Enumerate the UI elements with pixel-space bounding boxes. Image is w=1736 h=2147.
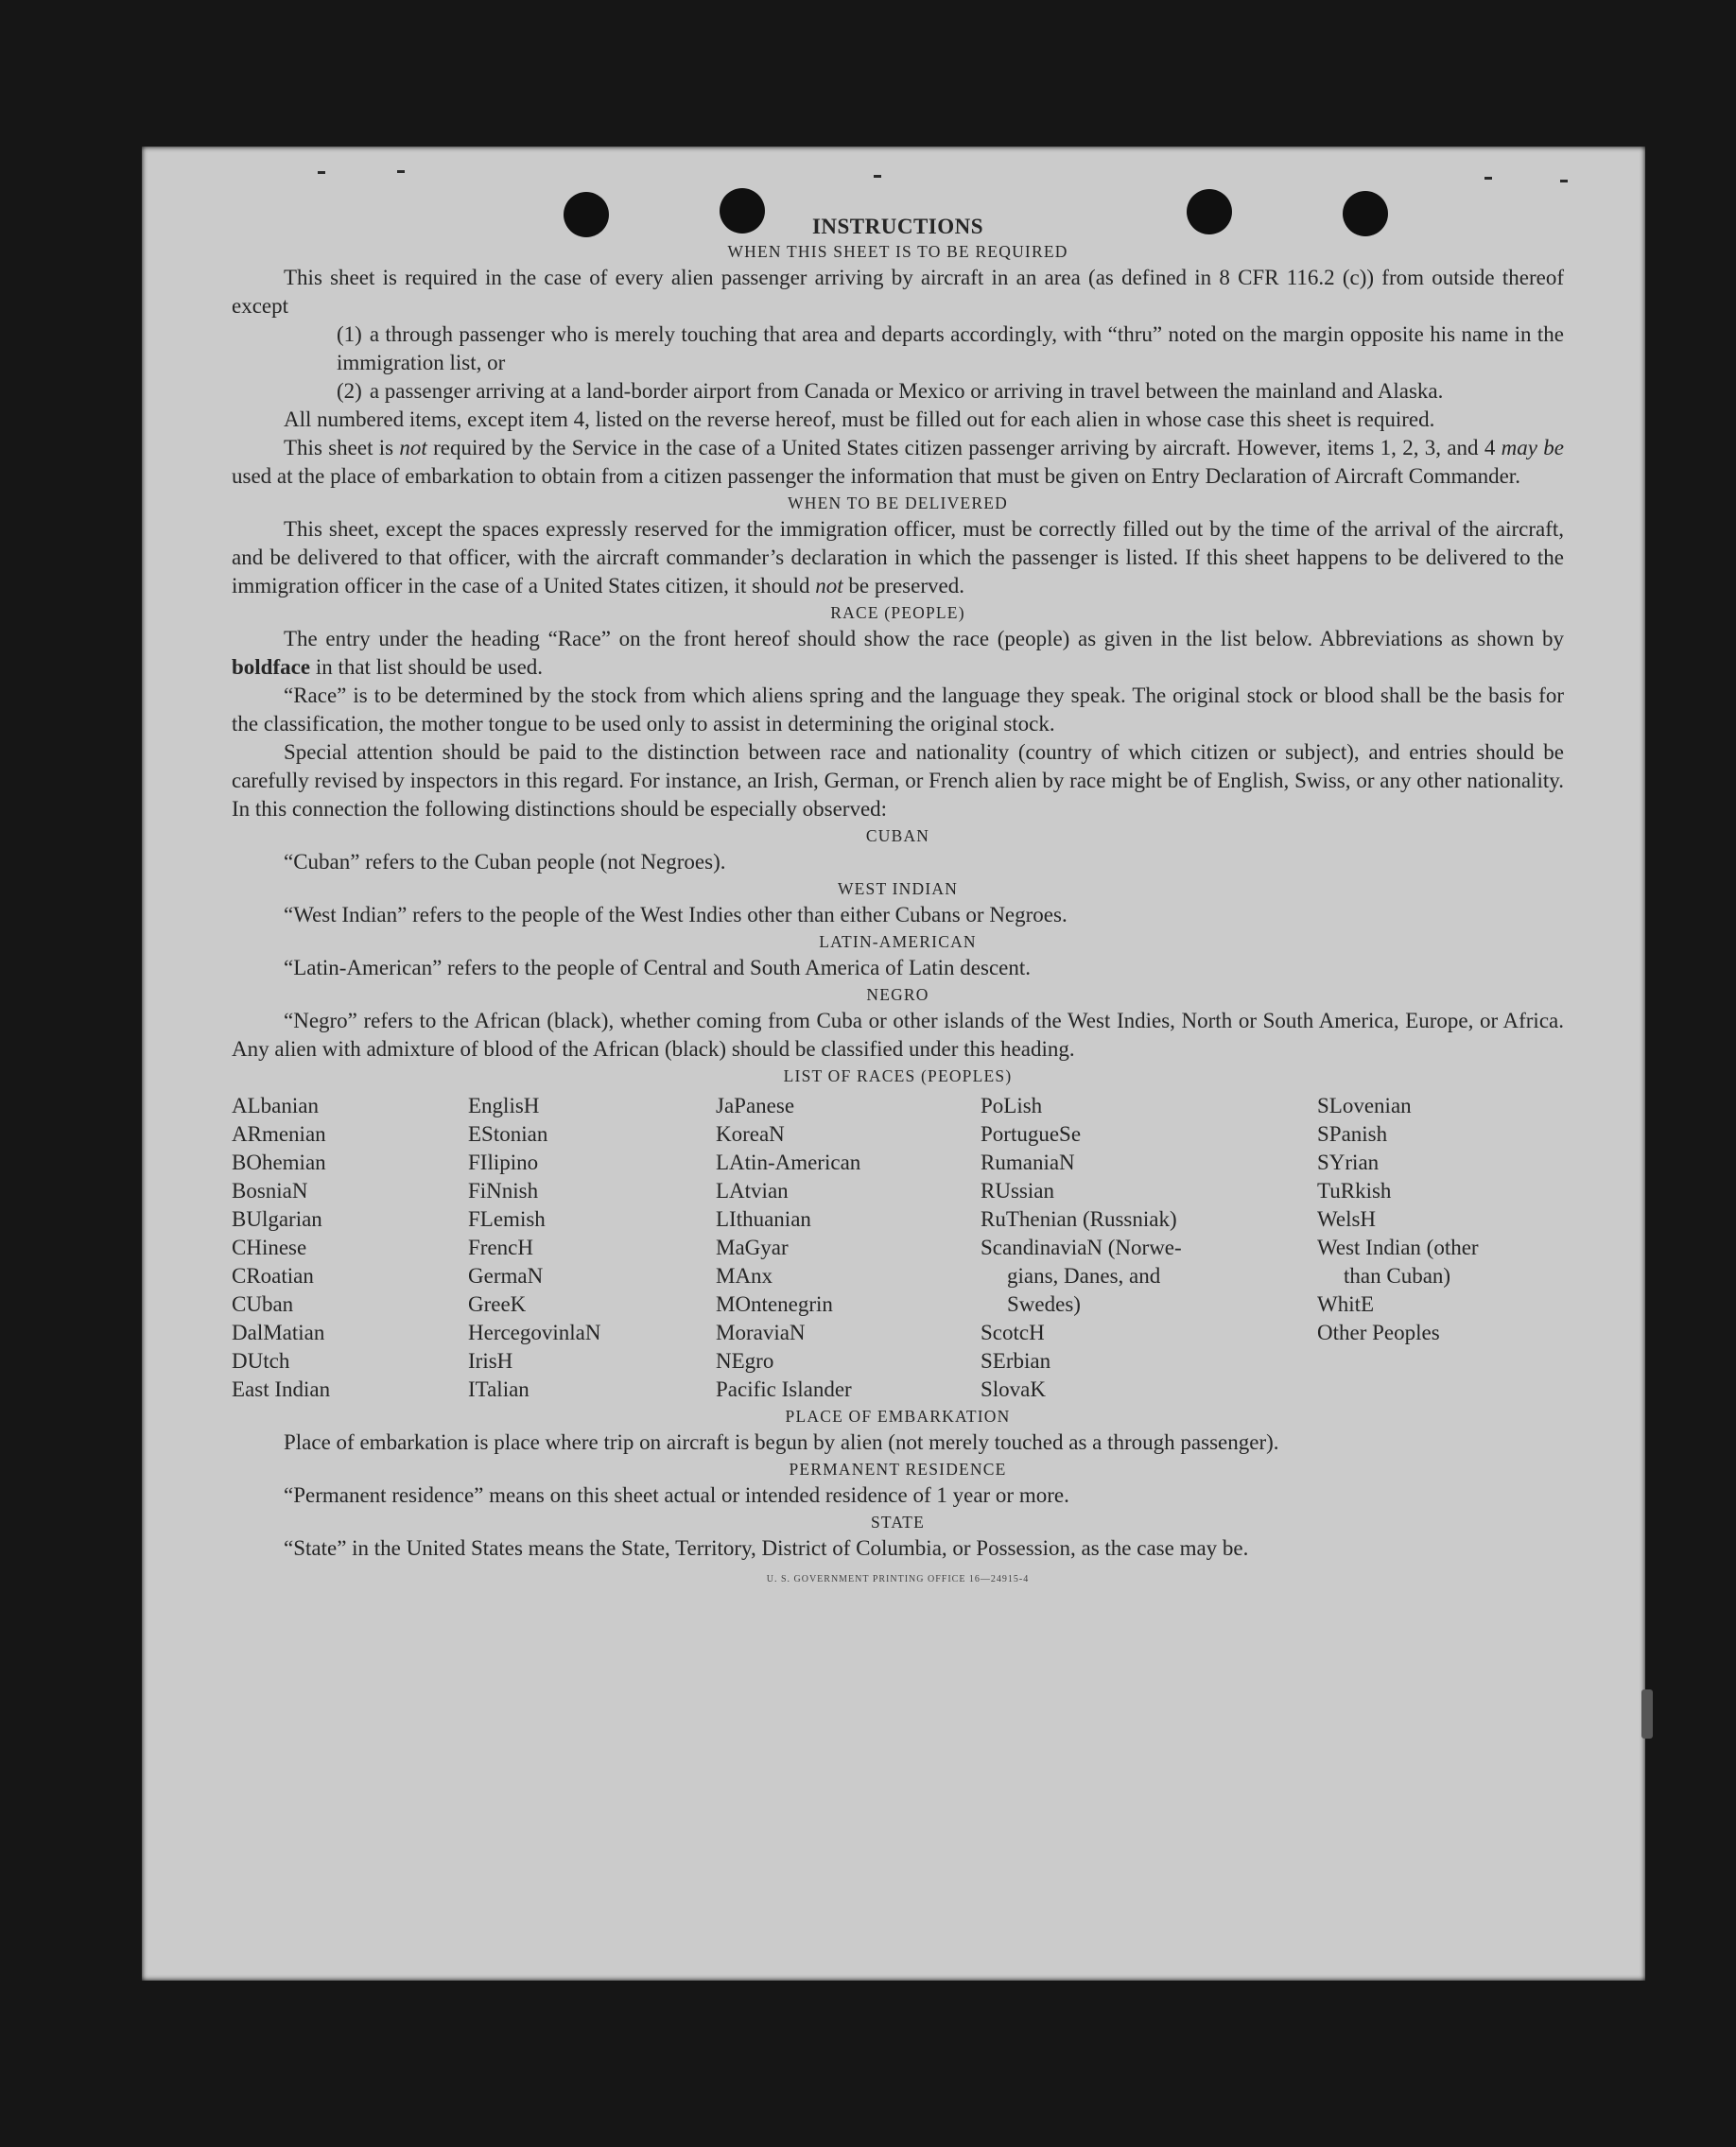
paragraph: Place of embarkation is place where trip on aircraft is begun by alien (not merely touched as a through passenger). [284, 1430, 1279, 1454]
race-item: GreeK [468, 1292, 527, 1316]
speck [874, 175, 881, 178]
race-item: FrencH [468, 1236, 533, 1259]
race-item: JaPanese [716, 1094, 795, 1117]
race-item: SLovenian [1317, 1094, 1412, 1117]
race-item: GermaN [468, 1264, 544, 1288]
item-text: a through passenger who is merely touching that area and departs accordingly, with “thru” noted on the margin opposite his name in the immigration list, or [337, 322, 1564, 374]
races-column [981, 1092, 1317, 1404]
race-item: Other Peoples [1317, 1321, 1440, 1344]
heading-latin-american: LATIN-AMERICAN [819, 932, 977, 951]
race-item: MAnx [716, 1264, 773, 1288]
races-column-part [981, 1092, 1317, 1234]
paragraph: This sheet is required in the case of every alien passenger arriving by aircraft in an area (as defined in 8 CFR 116.2 (c)) from outside thereof except [232, 266, 1564, 318]
heading-delivered: WHEN TO BE DELIVERED [788, 493, 1008, 512]
race-item: SlovaK [981, 1377, 1046, 1401]
speck [1560, 180, 1568, 182]
race-item: EStonian [468, 1122, 548, 1146]
heading-race: RACE (PEOPLE) [830, 603, 965, 622]
speck [397, 170, 405, 173]
races-column [468, 1092, 716, 1404]
race-item: LAtin-American [716, 1151, 861, 1174]
races-column-part [1317, 1092, 1563, 1234]
race-item: ALbanian [232, 1094, 319, 1117]
race-item: East Indian [232, 1377, 331, 1401]
heading-negro: NEGRO [866, 985, 929, 1004]
heading-west-indian: WEST INDIAN [837, 879, 959, 898]
speck [1484, 177, 1492, 180]
paragraph: The entry under the heading “Race” on the front hereof should show the race (people) as given in the list below. Abbreviations as shown by boldface in that list should be used. [232, 627, 1564, 679]
heading-residence: PERMANENT RESIDENCE [789, 1460, 1007, 1479]
race-item: SPanish [1317, 1122, 1388, 1146]
paragraph: “Permanent residence” means on this sheet actual or intended residence of 1 year or more. [284, 1483, 1069, 1507]
race-item: BOhemian [232, 1151, 326, 1174]
race-item: FLemish [468, 1207, 546, 1231]
race-item: EnglisH [468, 1094, 540, 1117]
document-sheet [142, 147, 1645, 1981]
race-item: RumaniaN [981, 1151, 1075, 1174]
item-number: (1) [337, 322, 362, 346]
race-item: WhitE [1317, 1292, 1375, 1316]
races-list [232, 1092, 1564, 1404]
race-item: PortugueSe [981, 1122, 1082, 1146]
race-item: PoLish [981, 1094, 1043, 1117]
document-body [232, 215, 1564, 1584]
race-item: SYrian [1317, 1151, 1380, 1174]
paragraph: “Latin-American” refers to the people of Central and South America of Latin descent. [284, 956, 1031, 979]
races-column [232, 1092, 468, 1404]
race-item: KoreaN [716, 1122, 785, 1146]
heading-embarkation: PLACE OF EMBARKATION [785, 1407, 1011, 1426]
race-item: NEgro [716, 1349, 774, 1373]
race-item: TuRkish [1317, 1179, 1392, 1203]
item-number: (2) [337, 379, 362, 403]
paper-tab [1641, 1689, 1653, 1739]
race-item: CHinese [232, 1236, 307, 1259]
speck [318, 171, 325, 174]
paragraph: Special attention should be paid to the distinction between race and nationality (country of which citizen or subject), and entries should be carefully revised by inspectors in this regard. For instance, an Irish, German, or French alien by race might be of English, Swiss, or any other nationality. In this connection the following distinctions should be especially observed: [232, 740, 1564, 821]
paragraph: “State” in the United States means the State, Territory, District of Columbia, or Possession, as the case may be. [284, 1536, 1249, 1560]
paragraph: This sheet is not required by the Service in the case of a United States citizen passenger arriving by aircraft. However, items 1, 2, 3, and 4 may be used at the place of embarkation to obtain from a citizen passenger the information that must be given on Entry Declaration of Aircraft Commander. [232, 436, 1565, 488]
race-item: LIthuanian [716, 1207, 811, 1231]
paragraph: All numbered items, except item 4, listed on the reverse hereof, must be filled out for each alien in whose case this sheet is required. [284, 407, 1435, 431]
race-item: ScandinaviaN (Norwe- [981, 1236, 1182, 1259]
item-text: a passenger arriving at a land-border airport from Canada or Mexico or arriving in travel between the mainland and Alaska. [369, 379, 1444, 403]
list-item [337, 377, 1564, 406]
races-column-part [1317, 1290, 1563, 1347]
list-item [337, 320, 1564, 377]
race-item: ARmenian [232, 1122, 326, 1146]
race-item: DUtch [232, 1349, 290, 1373]
race-item: HercegovinlaN [468, 1321, 601, 1344]
race-item: Pacific Islander [716, 1377, 852, 1401]
races-column [1317, 1092, 1563, 1404]
heading-state: STATE [870, 1513, 926, 1532]
races-column-part [981, 1319, 1317, 1404]
paragraph: “Negro” refers to the African (black), whether coming from Cuba or other islands of the West Indies, North or South America, Europe, or Africa. Any alien with admixture of blood of the African (black) should be classified under this heading. [232, 1009, 1564, 1061]
paragraph: “Cuban” refers to the Cuban people (not Negroes). [284, 850, 726, 874]
race-item: than Cuban) [1344, 1264, 1451, 1288]
printer-footer: U. S. GOVERNMENT PRINTING OFFICE 16—24915-4 [766, 1574, 1030, 1584]
race-item: IrisH [468, 1349, 513, 1373]
heading-required: WHEN THIS SHEET IS TO BE REQUIRED [727, 242, 1068, 261]
race-item: MaGyar [716, 1236, 789, 1259]
paragraph: This sheet, except the spaces expressly reserved for the immigration officer, must be correctly filled out by the time of the arrival of the aircraft, and be delivered to that officer, with the aircraft commander’s declaration in which the passenger is listed. If this sheet happens to be delivered to the immigration officer in the case of a United States citizen, it should not be preserved. [232, 517, 1564, 597]
race-item: ITalian [468, 1377, 529, 1401]
race-item: MOntenegrin [716, 1292, 833, 1316]
heading-list-of-races: LIST OF RACES (PEOPLES) [783, 1066, 1013, 1085]
race-item: MoraviaN [716, 1321, 806, 1344]
heading-cuban: CUBAN [865, 826, 930, 845]
race-item: gians, Danes, and [1007, 1264, 1161, 1288]
race-item: FiNnish [468, 1179, 539, 1203]
race-item: RuThenian (Russniak) [981, 1207, 1177, 1231]
race-item: Swedes) [1007, 1292, 1081, 1316]
race-item: SErbian [981, 1349, 1051, 1373]
race-item: West Indian (other [1317, 1236, 1479, 1259]
races-column [716, 1092, 981, 1404]
paragraph: “Race” is to be determined by the stock from which aliens spring and the language they speak. The original stock or blood shall be the basis for the classification, the mother tongue to be used only to assist in determining the original stock. [232, 684, 1564, 736]
race-item: DalMatian [232, 1321, 325, 1344]
race-item: LAtvian [716, 1179, 789, 1203]
race-item: RUssian [981, 1179, 1054, 1203]
race-item: CUban [232, 1292, 294, 1316]
paragraph: “West Indian” refers to the people of the West Indies other than either Cubans or Negroes. [284, 903, 1068, 926]
race-item: WelsH [1317, 1207, 1377, 1231]
race-item: CRoatian [232, 1264, 314, 1288]
doc-title: INSTRUCTIONS [811, 215, 984, 238]
race-item: FIlipino [468, 1151, 539, 1174]
race-item: ScotcH [981, 1321, 1045, 1344]
race-item: BUlgarian [232, 1207, 322, 1231]
race-item: BosniaN [232, 1179, 308, 1203]
